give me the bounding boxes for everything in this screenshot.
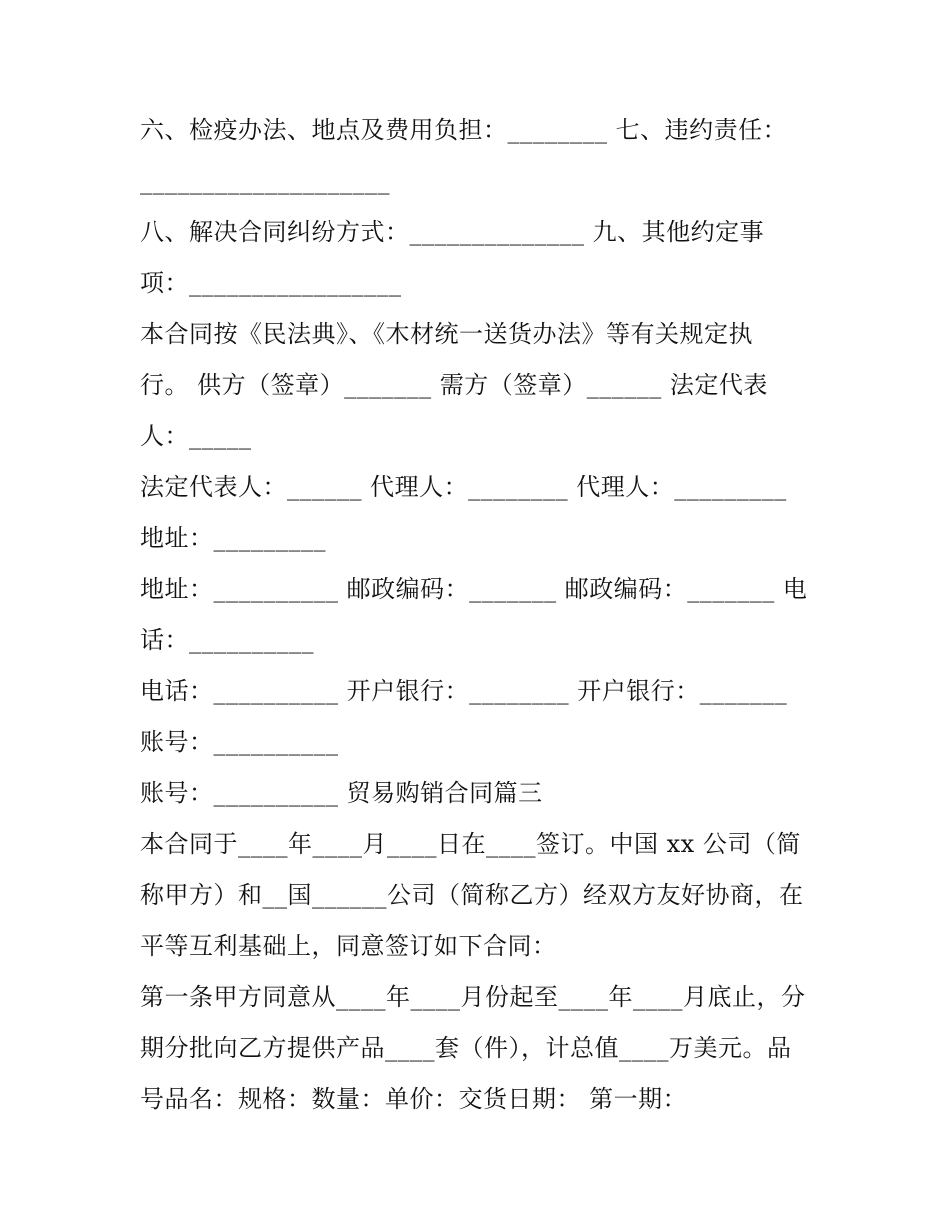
text-line: 期分批向乙方提供产品____套（件），计总值____万美元。品 <box>140 1034 792 1062</box>
text-line: 六、检疫办法、地点及费用负担：________ 七、违约责任： <box>140 116 788 144</box>
text-line: 账号：__________ 贸易购销合同篇三 <box>140 779 543 807</box>
text-line: 地址：__________ 邮政编码：_______ 邮政编码：_______ 电 <box>140 575 808 603</box>
text-line: 项：_________________ <box>140 269 402 297</box>
text-line: 法定代表人：______ 代理人：________ 代理人：_________ <box>140 473 787 501</box>
text-line: 本合同于____年____月____日在____签订。中国 xx 公司（简 <box>140 830 801 858</box>
text-line: 话：__________ <box>140 626 314 654</box>
text-line: 号品名：规格：数量：单价：交货日期： 第一期： <box>140 1085 688 1113</box>
text-line: 第一条甲方同意从____年____月份起至____年____月底止，分 <box>140 983 806 1011</box>
text-line: 账号：__________ <box>140 728 339 756</box>
document-body <box>140 105 820 1125</box>
text-line: 电话：__________ 开户银行：________ 开户银行：_______ <box>140 677 788 705</box>
text-line: 称甲方）和__国______公司（简称乙方）经双方友好协商，在 <box>140 881 804 909</box>
text-line: 人：_____ <box>140 422 252 450</box>
text-line: 行。 供方（签章）_______ 需方（签章）______ 法定代表 <box>140 371 768 399</box>
text-line: 地址：_________ <box>140 524 326 552</box>
text-line: 平等互利基础上，同意签订如下合同： <box>140 932 557 960</box>
text-line: ____________________ <box>140 167 390 195</box>
text-line: 本合同按《民法典》、《木材统一送货办法》等有关规定执 <box>140 320 753 348</box>
text-line: 八、解决合同纠纷方式：______________ 九、其他约定事 <box>140 218 765 246</box>
